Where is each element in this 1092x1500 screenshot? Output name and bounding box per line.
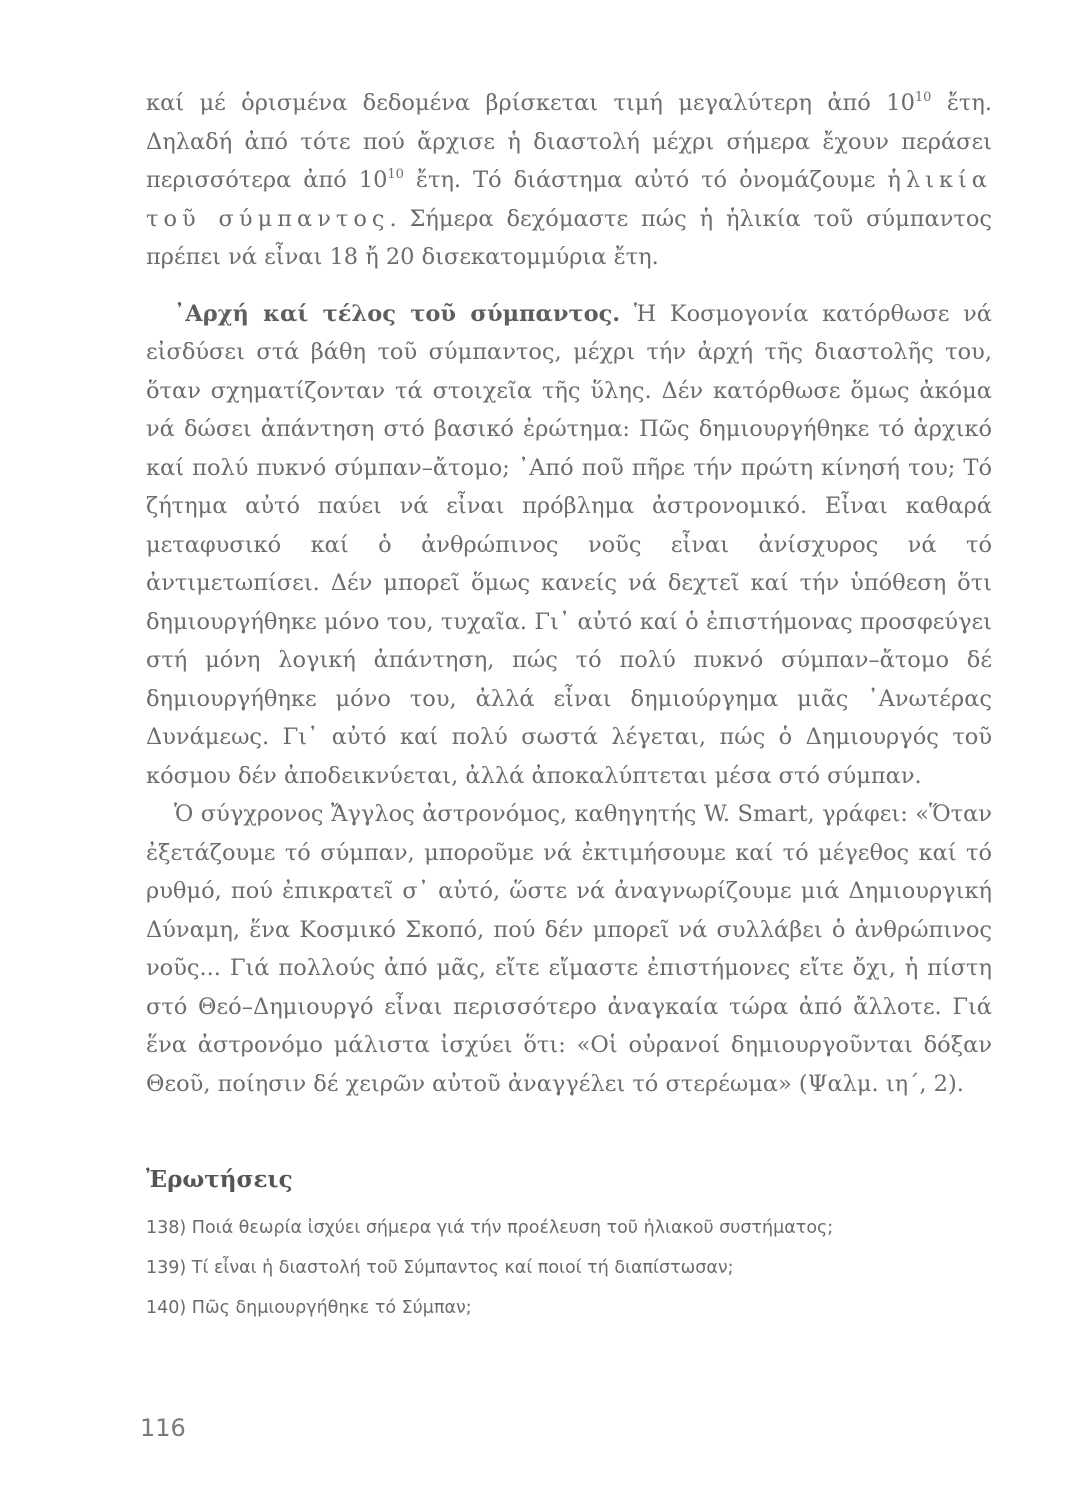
intro-text-d: . Σήμερα δεχόμαστε πώς ἡ ἡλικία τοῦ σύμπαντος πρέπει νά εἶναι 18 ἤ 20 δισεκατομμύρια ἔτη. xyxy=(146,205,992,270)
intro-text-c: ἔτη. Τό διάστημα αὐτό τό ὀνομάζουμε xyxy=(403,167,888,193)
questions-title: Ἐρωτήσεις xyxy=(146,1166,293,1193)
section-paragraph-2 xyxy=(146,795,992,1103)
spaced-term: ἡλικία τοῦ σύμπαντος xyxy=(146,167,992,232)
intro-paragraph xyxy=(146,84,992,277)
question-item: 140) Πῶς δημιουργήθηκε τό Σύμπαν; xyxy=(146,1298,472,1318)
page-number: 116 xyxy=(140,1414,186,1442)
exponent-2: 10 xyxy=(387,167,404,182)
intro-text-a: καί μέ ὁρισμένα δεδομένα βρίσκεται τιμή μεγαλύτερη ἀπό 10 xyxy=(146,90,915,116)
section-text-2: Ὁ σύγχρονος Ἄγγλος ἀστρονόμος, καθηγητής W. Smart, γράφει: «Ὅταν ἐξετάζουμε τό σύμπαν, μποροῦμε νά ἐκτιμήσουμε καί τό μέγεθος καί τό ρυθμό, πού ἐπικρατεῖ σ᾿ αὐτό, ὥστε νά ἀναγνωρίζουμε μιά Δημιουργική Δύναμη, ἕνα Κοσμικό Σκοπό, πού δέν μπορεῖ νά συλλάβει ὁ ἀνθρώπινος νοῦς... Γιά πολλούς ἀπό μᾶς, εἴτε εἴμαστε ἐπιστήμονες εἴτε ὄχι, ἡ πίστη στό Θεό–Δημιουργό εἶναι περισσότερο ἀναγκαία τώρα ἀπό ἄλλοτε. Γιά ἕνα ἀστρονόμο μάλιστα ἰσχύει ὅτι: «Οἱ οὐρανοί δημιουργοῦνται δόξαν Θεοῦ, ποίησιν δέ χειρῶν αὐτοῦ ἀναγγέλει τό στερέωμα» (Ψαλμ. ιη΄, 2). xyxy=(146,801,992,1097)
section-text-1: Ἡ Κοσμογονία κατόρθωσε νά εἰσδύσει στά βάθη τοῦ σύμπαντος, μέχρι τήν ἀρχή τῆς διαστολῆς του, ὅταν σχηματίζονταν τά στοιχεῖα τῆς ὕλης. Δέν κατόρθωσε ὅμως ἀκόμα νά δώσει ἀπάντηση στό βασικό ἐρώτημα: Πῶς δημιουργήθηκε τό ἀρχικό καί πολύ πυκνό σύμπαν–ἄτομο; ᾿Από ποῦ πῆρε τήν πρώτη κίνησή του; Τό ζήτημα αὐτό παύει νά εἶναι πρόβλημα ἀστρονομικό. Εἶναι καθαρά μεταφυσικό καί ὁ ἀνθρώπινος νοῦς εἶναι ἀνίσχυρος νά τό ἀντιμετωπίσει. Δέν μπορεῖ ὅμως κανείς νά δεχτεῖ καί τήν ὑπόθεση ὅτι δημιουργήθηκε μόνο του, τυχαῖα. Γι᾿ αὐτό καί ὁ ἐπιστήμονας προσφεύγει στή μόνη λογική ἀπάντηση, πώς τό πολύ πυκνό σύμπαν–ἄτομο δέ δημιουργήθηκε μόνο του, ἀλλά εἶναι δημιούργημα μιᾶς ᾿Ανωτέρας Δυνάμεως. Γι᾿ αὐτό καί πολύ σωστά λέγεται, πώς ὁ Δημιουργός τοῦ κόσμου δέν ἀποδεικνύεται, ἀλλά ἀποκαλύπτεται μέσα στό σύμπαν. xyxy=(146,300,993,789)
question-item: 138) Ποιά θεωρία ἰσχύει σήμερα γιά τήν προέλευση τοῦ ἡλιακοῦ συστήματος; xyxy=(146,1218,834,1238)
book-page xyxy=(146,84,992,1337)
section-heading: ᾿Αρχή καί τέλος τοῦ σύμπαντος. xyxy=(174,300,621,327)
questions-list xyxy=(146,1217,992,1319)
exponent-1: 10 xyxy=(914,90,932,105)
paragraph-gap xyxy=(146,277,992,295)
intro-text-b: ἔτη. Δηλαδή ἀπό τότε πού ἄρχισε ἡ διαστολή μέχρι σήμερα ἔχουν περάσει περισσότερα ἀπό 10 xyxy=(146,90,992,193)
section-paragraph-1 xyxy=(146,295,992,796)
question-item: 139) Τί εἶναι ἡ διαστολή τοῦ Σύμπαντος καί ποιοί τή διαπίστωσαν; xyxy=(146,1258,734,1278)
